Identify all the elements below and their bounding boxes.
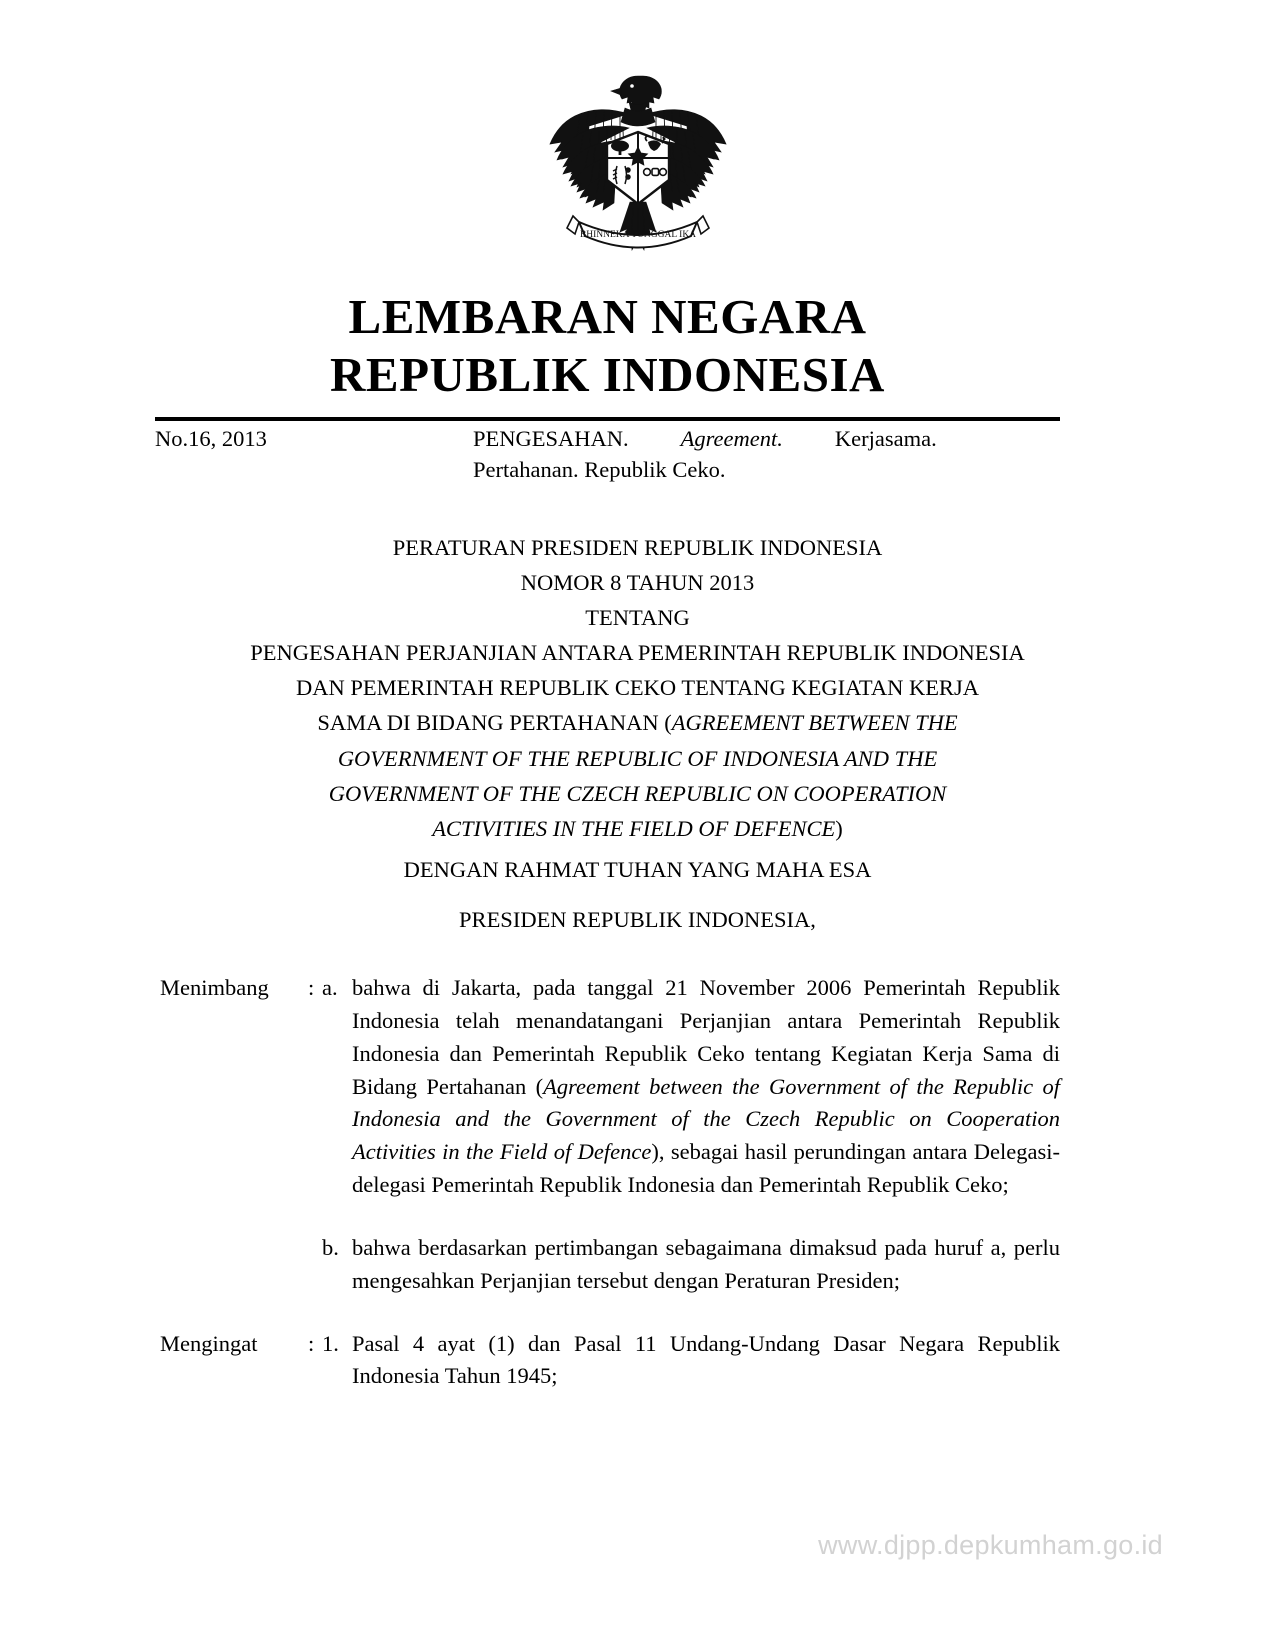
footer-watermark: www.djpp.depkumham.go.id (818, 1530, 1163, 1560)
keyword-pengesahan: PENGESAHAN. (473, 426, 629, 451)
masthead-line-2: REPUBLIK INDONESIA (330, 346, 885, 402)
emblem-container (0, 62, 1275, 262)
title-line-6-italic: AGREEMENT BETWEEN THE (671, 710, 958, 736)
title-line-3: TENTANG (585, 605, 690, 631)
masthead-divider (155, 417, 1060, 421)
clause-mengingat-1 (160, 1328, 1060, 1394)
menimbang-colon: : (308, 975, 315, 1000)
title-line-4: PENGESAHAN PERJANJIAN ANTARA PEMERINTAH REPUBLIK INDONESIA (250, 640, 1025, 666)
clause-menimbang-a (160, 972, 1060, 1202)
title-line-6 (150, 705, 1125, 740)
keyword-pertahanan-ceko: Pertahanan. Republik Ceko. (473, 456, 726, 482)
title-line-5: DAN PEMERINTAH REPUBLIK CEKO TENTANG KEGIATAN KERJA (296, 675, 979, 701)
header-keywords (473, 424, 1065, 485)
mengingat-text-1: Pasal 4 ayat (1) dan Pasal 11 Undang-Undang Dasar Negara Republik Indonesia Tahun 1945; (352, 1330, 1060, 1389)
garuda-pancasila-emblem (533, 62, 743, 262)
menimbang-a-italic: Agreement between the Government of the Republic of Indonesia and the Government of the Czech Republic on Cooperation Activities in the Field of Defence (352, 1073, 1060, 1165)
keyword-kerjasama: Kerjasama. (834, 426, 937, 451)
mengingat-marker-1: 1. (322, 1330, 339, 1356)
menimbang-marker-b: b. (322, 1234, 339, 1260)
title-line-8: GOVERNMENT OF THE CZECH REPUBLIC ON COOPERATION (328, 780, 947, 806)
title-line-9-paren: ) (835, 815, 843, 841)
menimbang-text-a (352, 972, 1060, 1202)
mengingat-label: Mengingat (160, 1330, 258, 1356)
issue-number: No.16, 2013 (155, 426, 267, 451)
menimbang-marker-a: a. (322, 975, 338, 1000)
document-body (160, 972, 1060, 1413)
invocation-line-1: DENGAN RAHMAT TUHAN YANG MAHA ESA (403, 857, 872, 882)
menimbang-label: Menimbang (160, 975, 269, 1000)
header-meta-row (155, 424, 1065, 485)
keyword-agreement: Agreement. (680, 426, 783, 451)
regulation-title-block (150, 530, 1125, 846)
title-line-9 (150, 811, 1125, 846)
mengingat-colon: : (308, 1330, 315, 1356)
title-line-1: PERATURAN PRESIDEN REPUBLIK INDONESIA (392, 535, 883, 560)
menimbang-a-pre: bahwa di Jakarta, pada tanggal 21 November 2006 Pemerintah Republik Indonesia telah menandatangani Perjanjian antara Pemerintah Republik Indonesia dan Pemerintah Republik Ceko tentang Kegiatan Kerja Sama di Bidang Pertahanan ( (352, 975, 1060, 1099)
clause-menimbang-b (322, 1232, 1060, 1298)
masthead-line-1: LEMBARAN NEGARA (348, 289, 867, 344)
invocation-block (150, 852, 1125, 939)
pancasila-shield (607, 132, 669, 204)
title-line-7: GOVERNMENT OF THE REPUBLIC OF INDONESIA AND THE (337, 745, 938, 771)
emblem-motto-text: BHINNEKA TUNGGAL IKA (579, 230, 696, 240)
title-line-6-roman: SAMA DI BIDANG PERTAHANAN ( (317, 710, 672, 736)
title-line-2: NOMOR 8 TAHUN 2013 (520, 570, 755, 596)
menimbang-a-post: ), sebagai hasil perundingan antara Delegasi-delegasi Pemerintah Republik Indonesia dan Pemerintah Republik Ceko; (352, 1139, 1060, 1198)
title-line-9-italic: ACTIVITIES IN THE FIELD OF DEFENCE (432, 815, 836, 841)
menimbang-text-b: bahwa berdasarkan pertimbangan sebagaimana dimaksud pada huruf a, perlu mengesahkan Perjanjian tersebut dengan Peraturan Presiden; (352, 1234, 1060, 1293)
invocation-line-2: PRESIDEN REPUBLIK INDONESIA, (459, 907, 816, 933)
masthead (155, 288, 1060, 404)
